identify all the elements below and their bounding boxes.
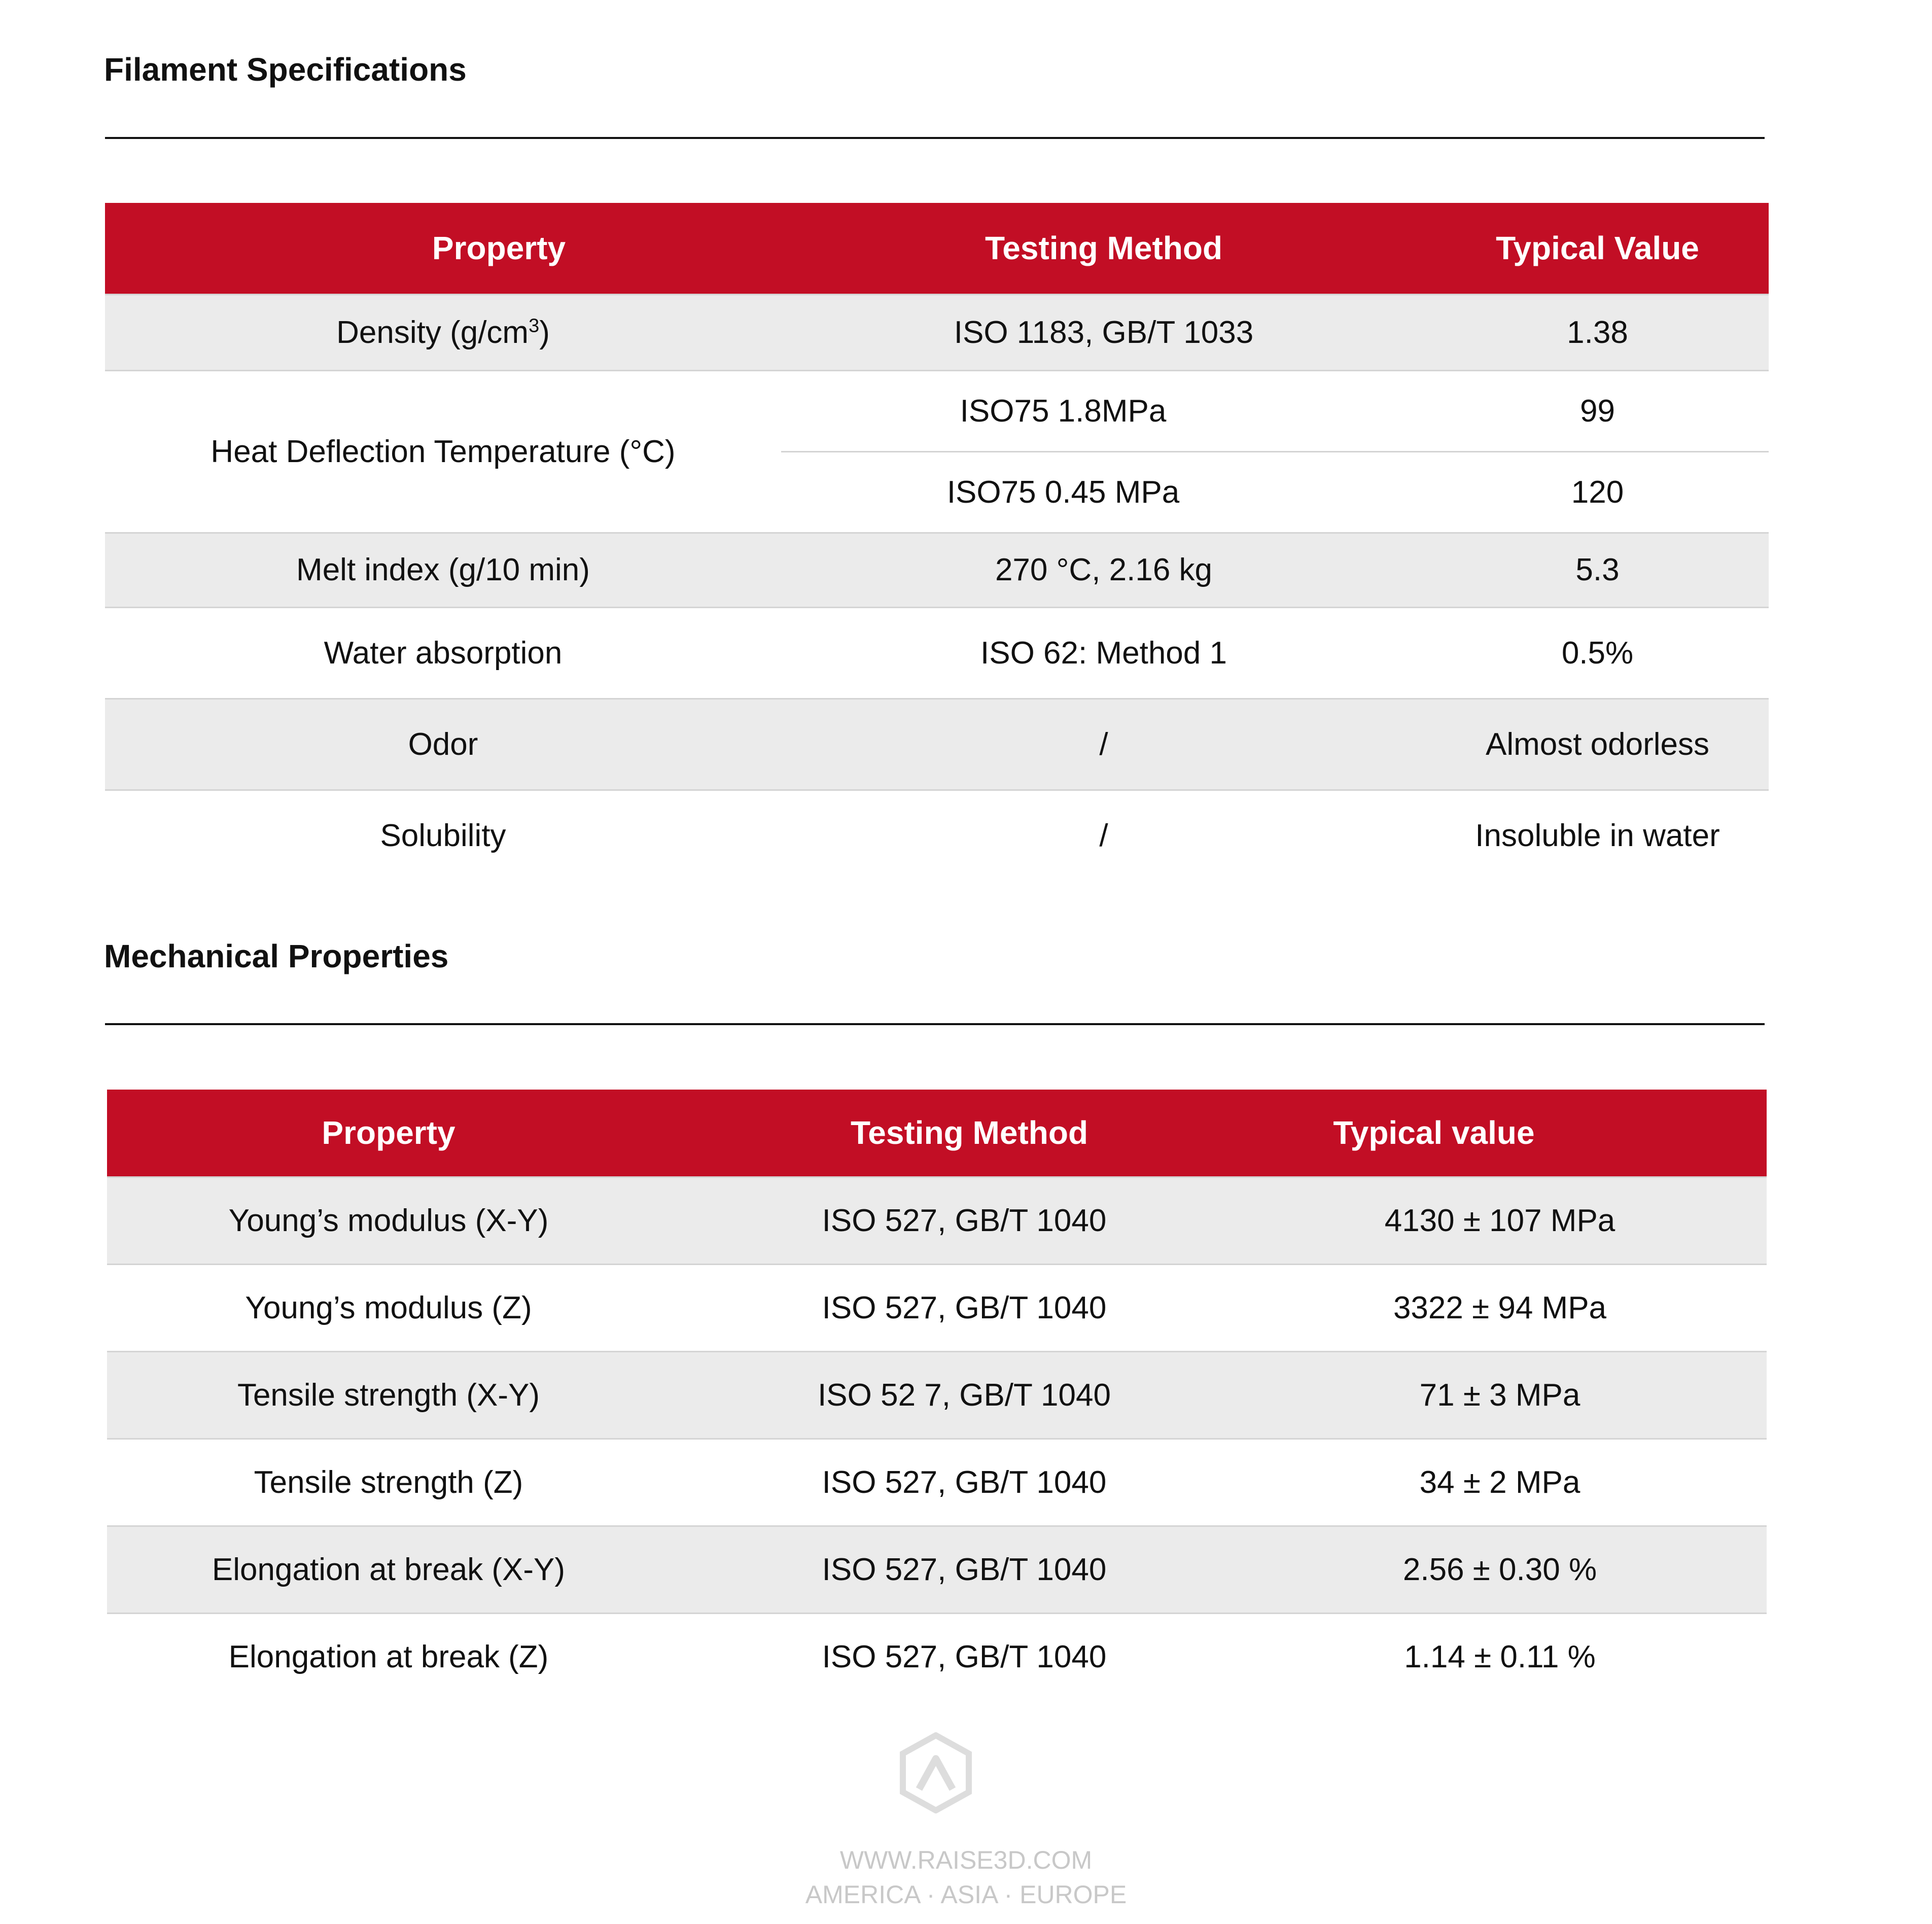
footer-regions: AMERICA · ASIA · EUROPE	[805, 1880, 1127, 1909]
header-testing-method: Testing Method	[711, 1090, 1218, 1177]
table-row	[105, 607, 1769, 698]
method-cell: ISO 527, GB/T 1040	[711, 1526, 1218, 1613]
property-cell: Tensile strength (Z)	[107, 1439, 711, 1526]
method-cell: ISO 527, GB/T 1040	[711, 1613, 1218, 1700]
mechanical-properties-table	[107, 1090, 1767, 1700]
table-row	[105, 698, 1769, 790]
footer-website: WWW.RAISE3D.COM	[839, 1846, 1093, 1874]
value-cell: 71 ± 3 MPa	[1218, 1351, 1767, 1439]
method-cell: ISO 527, GB/T 1040	[711, 1264, 1218, 1351]
method-cell: 270 °C, 2.16 kg	[781, 533, 1426, 607]
value-cell: 3322 ± 94 MPa	[1218, 1264, 1767, 1351]
method-cell: ISO 62: Method 1	[781, 607, 1426, 698]
value-cell: 34 ± 2 MPa	[1218, 1439, 1767, 1526]
section-divider	[105, 1023, 1765, 1025]
property-cell: Water absorption	[105, 607, 781, 698]
filament-spec-table	[105, 203, 1769, 881]
value-cell: 0.5%	[1426, 607, 1769, 698]
method-cell: /	[781, 790, 1426, 881]
header-property: Property	[107, 1090, 711, 1177]
value-cell: 1.14 ± 0.11 %	[1218, 1613, 1767, 1700]
property-cell: Odor	[105, 698, 781, 790]
value-cell: 4130 ± 107 MPa	[1218, 1177, 1767, 1264]
property-cell: Elongation at break (Z)	[107, 1613, 711, 1700]
table-row	[105, 533, 1769, 607]
method-cell: ISO 527, GB/T 1040	[711, 1439, 1218, 1526]
table-row	[107, 1439, 1767, 1526]
mechanical-section-title: Mechanical Properties	[104, 938, 449, 974]
value-cell: Insoluble in water	[1426, 790, 1769, 881]
table-row	[105, 370, 1769, 451]
table-row	[105, 294, 1769, 370]
method-cell: ISO75 0.45 MPa	[781, 451, 1426, 533]
method-cell: ISO 527, GB/T 1040	[711, 1177, 1218, 1264]
property-cell: Tensile strength (X-Y)	[107, 1351, 711, 1439]
value-cell: 2.56 ± 0.30 %	[1218, 1526, 1767, 1613]
header-testing-method: Testing Method	[781, 203, 1426, 294]
filament-section-title: Filament Specifications	[104, 51, 467, 88]
method-cell: /	[781, 698, 1426, 790]
property-cell: Density $(g/cm^3)$	[105, 294, 781, 370]
header-typical-value: Typical Value	[1426, 203, 1769, 294]
table-row	[107, 1264, 1767, 1351]
value-cell: 1.38	[1426, 294, 1769, 370]
method-cell: ISO75 1.8MPa	[781, 370, 1426, 451]
property-cell: Solubility	[105, 790, 781, 881]
property-cell: Heat Deflection Temperature (°C)	[105, 370, 781, 533]
table-row	[107, 1177, 1767, 1264]
value-cell: Almost odorless	[1426, 698, 1769, 790]
property-cell: Melt index (g/10 min)	[105, 533, 781, 607]
raise3d-logo-icon	[898, 1732, 974, 1813]
method-cell: ISO 1183, GB/T 1033	[781, 294, 1426, 370]
property-cell: Young’s modulus (X-Y)	[107, 1177, 711, 1264]
method-cell: ISO 52 7, GB/T 1040	[711, 1351, 1218, 1439]
table-row	[107, 1613, 1767, 1700]
property-cell: Young’s modulus (Z)	[107, 1264, 711, 1351]
property-cell: Elongation at break (X-Y)	[107, 1526, 711, 1613]
value-cell: 120	[1426, 451, 1769, 533]
value-cell: 5.3	[1426, 533, 1769, 607]
value-cell: 99	[1426, 370, 1769, 451]
table-row	[105, 790, 1769, 881]
section-divider	[105, 137, 1765, 139]
header-property: Property	[105, 203, 781, 294]
header-typical-value: Typical value	[1218, 1090, 1767, 1177]
table-row	[107, 1351, 1767, 1439]
table-row	[107, 1526, 1767, 1613]
